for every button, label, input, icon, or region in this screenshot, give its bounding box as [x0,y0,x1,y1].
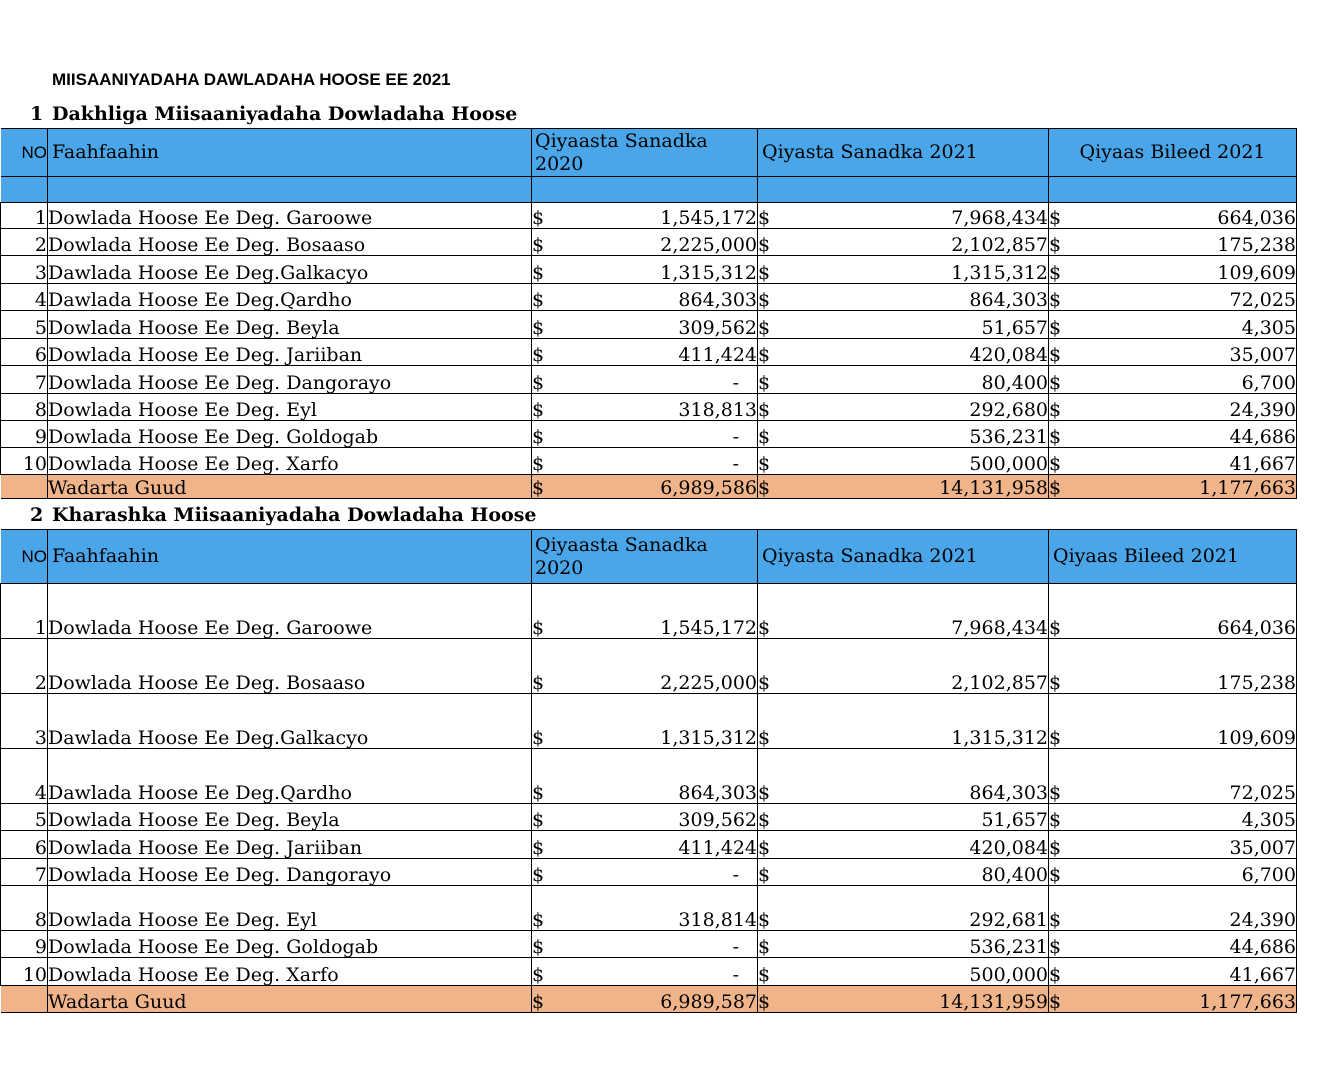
amount-value: 51,657 [981,809,1048,831]
total-label: Wadarta Guud [48,475,532,499]
currency-symbol: $ [758,909,771,931]
currency-symbol: $ [758,837,771,859]
row-number: 4 [1,284,48,311]
currency-symbol: $ [532,399,545,421]
district-name: Dawlada Hoose Ee Deg.Galkacyo [48,256,532,284]
amount-value: 6,700 [1241,372,1296,394]
district-name: Dawlada Hoose Ee Deg.Qardho [48,284,532,311]
currency-symbol: $ [1049,317,1062,339]
district-name: Dowlada Hoose Ee Deg. Xarfo [48,448,532,475]
currency-symbol: $ [758,453,771,475]
currency-symbol: $ [532,864,545,886]
amount-cell-v2021 [758,859,1049,886]
amount-cell-monthly [1049,986,1297,1013]
row-number: 6 [1,339,48,366]
currency-symbol: $ [758,991,771,1013]
amount-value: 1,545,172 [660,617,757,639]
amount-cell-v2020 [532,394,758,421]
amount-cell-v2021 [758,366,1049,394]
table-row [1,421,1297,448]
table-row [1,859,1297,886]
currency-symbol: $ [532,372,545,394]
amount-cell-v2020 [532,804,758,831]
amount-cell-monthly [1049,859,1297,886]
currency-symbol: $ [758,207,771,229]
row-number: 9 [1,421,48,448]
row-number: 6 [1,831,48,859]
section-number: 1 [30,103,44,125]
currency-symbol: $ [532,477,545,499]
total-number-blank [1,986,48,1013]
district-name: Dawlada Hoose Ee Deg.Galkacyo [48,694,532,749]
currency-symbol: $ [532,809,545,831]
amount-value: 24,390 [1229,909,1296,931]
amount-cell-v2020 [532,448,758,475]
currency-symbol: $ [1049,344,1062,366]
header-description: Faahfaahin [48,129,532,177]
currency-symbol: $ [1049,964,1062,986]
amount-value: 109,609 [1217,262,1296,284]
row-number: 8 [1,886,48,931]
amount-value: 292,680 [969,399,1048,421]
amount-value: 35,007 [1229,837,1296,859]
currency-symbol: $ [1049,372,1062,394]
currency-symbol: $ [1049,617,1062,639]
row-number: 10 [1,958,48,986]
currency-symbol: $ [1049,453,1062,475]
amount-cell-v2021 [758,475,1049,499]
header-estimate-2021: Qiyasta Sanadka 2021 [758,129,1049,177]
amount-value: - [732,426,739,448]
amount-value: 292,681 [969,909,1048,931]
amount-value: - [732,964,739,986]
amount-cell-v2020 [532,311,758,339]
amount-cell-v2020 [532,958,758,986]
table-header-row [1,530,1297,584]
row-number: 1 [1,584,48,639]
amount-value: 72,025 [1229,782,1296,804]
amount-value: - [732,453,739,475]
amount-value: 44,686 [1229,936,1296,958]
table-row [1,311,1297,339]
currency-symbol: $ [532,234,545,256]
table-row [1,804,1297,831]
currency-symbol: $ [532,782,545,804]
amount-value: 2,225,000 [660,672,757,694]
currency-symbol: $ [532,344,545,366]
district-name: Dowlada Hoose Ee Deg. Garoowe [48,584,532,639]
district-name: Dowlada Hoose Ee Deg. Bosaaso [48,229,532,256]
currency-symbol: $ [532,727,545,749]
total-row [1,986,1297,1013]
amount-value: 1,545,172 [660,207,757,229]
header-estimate-2020: Qiyaasta Sanadka 2020 [532,129,758,177]
amount-cell-v2020 [532,986,758,1013]
amount-cell-monthly [1049,203,1297,229]
currency-symbol: $ [758,317,771,339]
district-name: Dowlada Hoose Ee Deg. Dangorayo [48,859,532,886]
amount-value: 1,315,312 [660,727,757,749]
row-number: 8 [1,394,48,421]
district-name: Dowlada Hoose Ee Deg. Goldogab [48,421,532,448]
table-row [1,931,1297,958]
amount-value: 4,305 [1241,317,1296,339]
amount-value: 7,968,434 [951,207,1048,229]
row-number: 7 [1,366,48,394]
header-description: Faahfaahin [48,530,532,584]
currency-symbol: $ [758,372,771,394]
header-estimate-2020: Qiyaasta Sanadka 2020 [532,530,758,584]
amount-value: 318,814 [678,909,757,931]
amount-value: 411,424 [678,344,757,366]
amount-cell-v2020 [532,229,758,256]
currency-symbol: $ [758,672,771,694]
table-row [1,203,1297,229]
amount-cell-monthly [1049,421,1297,448]
amount-value: 1,315,312 [951,727,1048,749]
amount-cell-monthly [1049,394,1297,421]
amount-cell-v2021 [758,886,1049,931]
amount-cell-monthly [1049,958,1297,986]
amount-value: 864,303 [678,289,757,311]
amount-cell-v2020 [532,584,758,639]
table-row [1,339,1297,366]
amount-value: 500,000 [969,453,1048,475]
amount-value: 864,303 [969,289,1048,311]
row-number: 3 [1,694,48,749]
table-row [1,886,1297,931]
amount-value: 864,303 [969,782,1048,804]
amount-cell-v2020 [532,859,758,886]
table-row [1,749,1297,804]
amount-cell-monthly [1049,886,1297,931]
amount-cell-monthly [1049,339,1297,366]
district-name: Dowlada Hoose Ee Deg. Garoowe [48,203,532,229]
row-number: 1 [1,203,48,229]
amount-value: 41,667 [1229,964,1296,986]
row-number: 5 [1,804,48,831]
amount-cell-v2021 [758,421,1049,448]
total-label: Wadarta Guud [48,986,532,1013]
amount-value: 411,424 [678,837,757,859]
row-number: 4 [1,749,48,804]
amount-value: 309,562 [678,317,757,339]
amount-cell-monthly [1049,931,1297,958]
amount-cell-monthly [1049,749,1297,804]
amount-value: 175,238 [1217,672,1296,694]
amount-value: 7,968,434 [951,617,1048,639]
currency-symbol: $ [1049,477,1062,499]
header-monthly-2021: Qiyaas Bileed 2021 [1049,129,1297,177]
amount-cell-v2020 [532,886,758,931]
amount-value: 6,989,586 [660,477,757,499]
amount-cell-v2020 [532,639,758,694]
header-no: NO [1,530,48,584]
currency-symbol: $ [532,289,545,311]
currency-symbol: $ [532,964,545,986]
currency-symbol: $ [758,477,771,499]
currency-symbol: $ [532,453,545,475]
amount-value: - [732,864,739,886]
total-number-blank [1,475,48,499]
district-name: Dowlada Hoose Ee Deg. Dangorayo [48,366,532,394]
section-number: 2 [30,504,44,526]
amount-value: 318,813 [678,399,757,421]
currency-symbol: $ [758,864,771,886]
page-title: MIISAANIYADAHA DAWLADAHA HOOSE EE 2021 [52,70,451,89]
amount-cell-v2020 [532,749,758,804]
row-number: 5 [1,311,48,339]
currency-symbol: $ [758,399,771,421]
amount-cell-v2021 [758,448,1049,475]
amount-value: 35,007 [1229,344,1296,366]
amount-cell-v2021 [758,229,1049,256]
currency-symbol: $ [532,909,545,931]
amount-cell-v2021 [758,203,1049,229]
amount-value: 14,131,959 [939,991,1048,1013]
currency-symbol: $ [1049,426,1062,448]
amount-cell-monthly [1049,584,1297,639]
amount-cell-monthly [1049,366,1297,394]
amount-value: 51,657 [981,317,1048,339]
amount-value: 420,084 [969,344,1048,366]
table-row [1,394,1297,421]
amount-value: 309,562 [678,809,757,831]
currency-symbol: $ [1049,234,1062,256]
currency-symbol: $ [758,782,771,804]
amount-value: 2,102,857 [951,672,1048,694]
currency-symbol: $ [532,262,545,284]
amount-value: 175,238 [1217,234,1296,256]
district-name: Dowlada Hoose Ee Deg. Xarfo [48,958,532,986]
amount-cell-v2021 [758,749,1049,804]
currency-symbol: $ [1049,399,1062,421]
amount-value: 1,177,663 [1199,477,1296,499]
amount-value: - [732,372,739,394]
district-name: Dowlada Hoose Ee Deg. Beyla [48,311,532,339]
amount-cell-v2021 [758,256,1049,284]
amount-cell-monthly [1049,804,1297,831]
currency-symbol: $ [1049,782,1062,804]
table-row [1,694,1297,749]
amount-cell-monthly [1049,448,1297,475]
currency-symbol: $ [1049,809,1062,831]
amount-cell-v2021 [758,311,1049,339]
amount-value: 41,667 [1229,453,1296,475]
expenditure-table [0,529,1297,1013]
row-number: 2 [1,229,48,256]
section-title-text: Dakhliga Miisaaniyadaha Dowladaha Hoose [52,103,518,125]
amount-value: 1,177,663 [1199,991,1296,1013]
district-name: Dawlada Hoose Ee Deg.Qardho [48,749,532,804]
table-row [1,639,1297,694]
amount-value: 4,305 [1241,809,1296,831]
currency-symbol: $ [1049,672,1062,694]
row-number: 7 [1,859,48,886]
amount-value: 72,025 [1229,289,1296,311]
amount-cell-v2020 [532,421,758,448]
blank-header-row [1,177,1297,203]
currency-symbol: $ [532,936,545,958]
currency-symbol: $ [758,936,771,958]
amount-cell-monthly [1049,256,1297,284]
currency-symbol: $ [532,207,545,229]
district-name: Dowlada Hoose Ee Deg. Eyl [48,886,532,931]
amount-value: 1,315,312 [951,262,1048,284]
currency-symbol: $ [532,317,545,339]
currency-symbol: $ [758,964,771,986]
table-header-row [1,129,1297,177]
table-row [1,584,1297,639]
currency-symbol: $ [1049,289,1062,311]
amount-cell-v2021 [758,394,1049,421]
district-name: Dowlada Hoose Ee Deg. Goldogab [48,931,532,958]
row-number: 2 [1,639,48,694]
currency-symbol: $ [1049,727,1062,749]
amount-value: 6,700 [1241,864,1296,886]
currency-symbol: $ [1049,864,1062,886]
header-monthly-2021: Qiyaas Bileed 2021 [1049,530,1297,584]
amount-cell-v2020 [532,203,758,229]
amount-value: 6,989,587 [660,991,757,1013]
amount-cell-monthly [1049,311,1297,339]
amount-value: 44,686 [1229,426,1296,448]
amount-cell-v2021 [758,639,1049,694]
table-row [1,831,1297,859]
amount-value: 14,131,958 [939,477,1048,499]
amount-cell-monthly [1049,694,1297,749]
currency-symbol: $ [532,426,545,448]
amount-cell-v2021 [758,931,1049,958]
amount-cell-monthly [1049,639,1297,694]
currency-symbol: $ [758,727,771,749]
amount-value: 109,609 [1217,727,1296,749]
currency-symbol: $ [1049,991,1062,1013]
section-2-title [30,504,537,526]
district-name: Dowlada Hoose Ee Deg. Eyl [48,394,532,421]
district-name: Dowlada Hoose Ee Deg. Bosaaso [48,639,532,694]
revenue-table [0,128,1297,499]
total-row [1,475,1297,499]
currency-symbol: $ [532,991,545,1013]
table-row [1,366,1297,394]
currency-symbol: $ [1049,909,1062,931]
amount-cell-v2020 [532,366,758,394]
amount-cell-v2020 [532,475,758,499]
amount-value: 2,102,857 [951,234,1048,256]
amount-value: 420,084 [969,837,1048,859]
header-estimate-2021: Qiyasta Sanadka 2021 [758,530,1049,584]
amount-value: 80,400 [981,372,1048,394]
amount-cell-v2021 [758,584,1049,639]
amount-cell-monthly [1049,475,1297,499]
currency-symbol: $ [758,809,771,831]
section-1-title [30,103,517,125]
amount-cell-v2020 [532,694,758,749]
currency-symbol: $ [1049,837,1062,859]
table-row [1,284,1297,311]
amount-value: 80,400 [981,864,1048,886]
district-name: Dowlada Hoose Ee Deg. Jariiban [48,339,532,366]
amount-cell-v2020 [532,339,758,366]
amount-cell-monthly [1049,831,1297,859]
amount-cell-monthly [1049,229,1297,256]
currency-symbol: $ [1049,936,1062,958]
district-name: Dowlada Hoose Ee Deg. Jariiban [48,831,532,859]
amount-cell-v2021 [758,339,1049,366]
amount-value: 864,303 [678,782,757,804]
row-number: 10 [1,448,48,475]
amount-cell-v2020 [532,931,758,958]
amount-value: 24,390 [1229,399,1296,421]
amount-cell-v2021 [758,804,1049,831]
amount-cell-v2021 [758,284,1049,311]
currency-symbol: $ [1049,207,1062,229]
amount-cell-monthly [1049,284,1297,311]
currency-symbol: $ [758,289,771,311]
currency-symbol: $ [758,426,771,448]
amount-cell-v2021 [758,958,1049,986]
section-title-text: Kharashka Miisaaniyadaha Dowladaha Hoose [52,504,537,526]
table-row [1,256,1297,284]
currency-symbol: $ [758,344,771,366]
amount-cell-v2020 [532,284,758,311]
amount-value: 664,036 [1217,617,1296,639]
currency-symbol: $ [758,617,771,639]
amount-cell-v2020 [532,831,758,859]
amount-cell-v2021 [758,831,1049,859]
amount-value: 2,225,000 [660,234,757,256]
table-row [1,229,1297,256]
currency-symbol: $ [758,262,771,284]
amount-value: 536,231 [969,936,1048,958]
row-number: 3 [1,256,48,284]
amount-value: 536,231 [969,426,1048,448]
currency-symbol: $ [532,617,545,639]
amount-value: 664,036 [1217,207,1296,229]
currency-symbol: $ [758,234,771,256]
amount-cell-v2021 [758,986,1049,1013]
amount-value: - [732,936,739,958]
amount-cell-v2020 [532,256,758,284]
amount-cell-v2021 [758,694,1049,749]
currency-symbol: $ [532,837,545,859]
amount-value: 1,315,312 [660,262,757,284]
table-row [1,958,1297,986]
amount-value: 500,000 [969,964,1048,986]
header-no: NO [1,129,48,177]
currency-symbol: $ [1049,262,1062,284]
currency-symbol: $ [532,672,545,694]
table-row [1,448,1297,475]
row-number: 9 [1,931,48,958]
district-name: Dowlada Hoose Ee Deg. Beyla [48,804,532,831]
